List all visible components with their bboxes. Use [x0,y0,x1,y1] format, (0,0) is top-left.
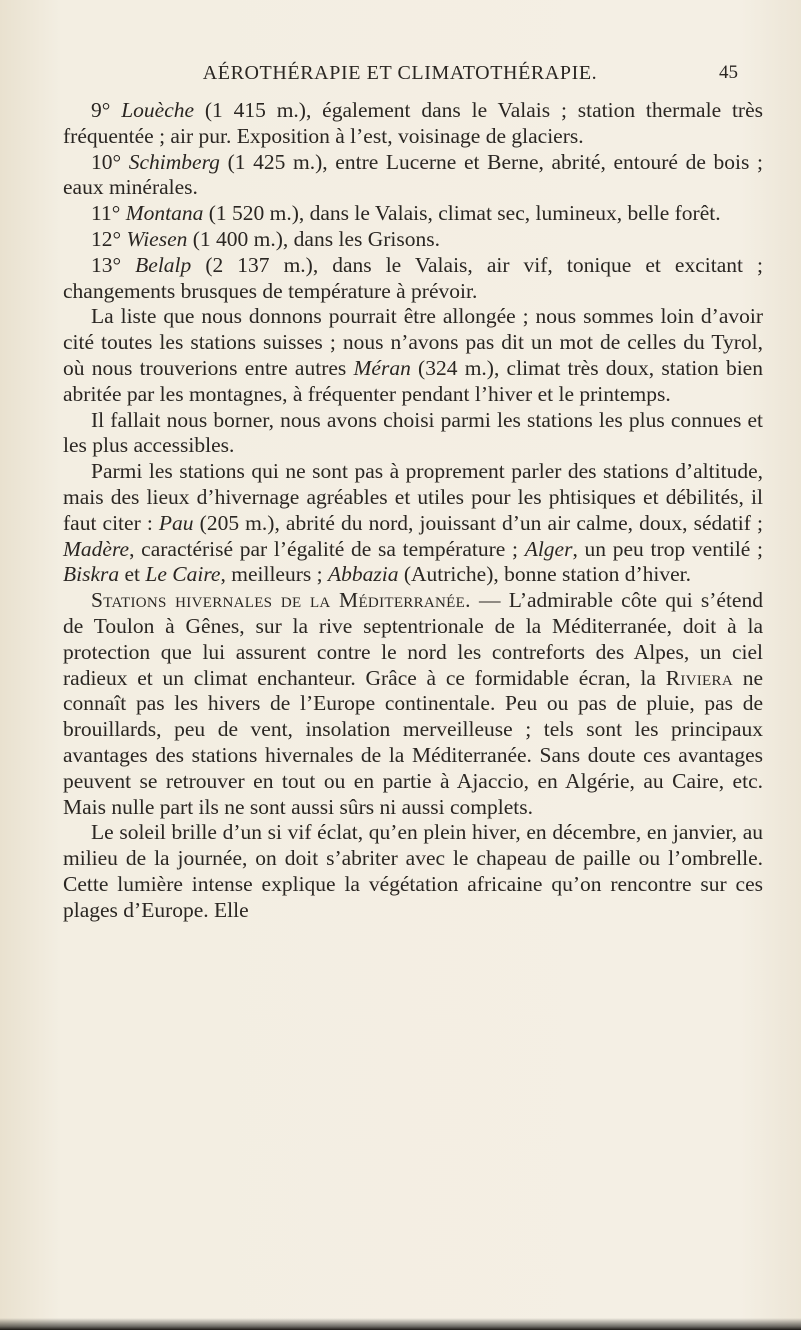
item-number: 9° [91,98,111,122]
station-name: Méran [353,355,411,380]
paragraph-soleil: Le soleil brille d’un si vif éclat, qu’en plein hiver, en décembre, en janvier, au milieu de la journée, on doit s’abriter avec le chapeau de paille ou l’ombrelle. Cette lumière intense explique la végétation africaine qu’on rencontre sur ces plages d’Europe. Elle [63,820,763,922]
paragraph-parmi [63,459,763,588]
text-run: (205 m.), abrité du nord, jouissant d’un air calme, doux, sédatif ; [193,510,763,535]
station-name: Louèche [121,98,195,122]
place-name: Riviera [665,665,733,690]
page-bottom-edge [0,1318,801,1330]
text-run: , meilleurs ; [220,562,328,587]
item-text: (1 520 m.), dans le Valais, climat sec, lumineux, belle forêt. [203,201,721,226]
text-run: — L’admirable côte qui s’étend de Toulon à Gênes, sur la rive septentrionale de la Méditerranée, doit à la protection que lui assurent contre le nord les contreforts des Alpes, un ciel radieux et un climat enchanteur. Grâce à ce formidable écran, la [63,588,763,690]
station-name: Le Caire [145,562,221,587]
station-name: Madère [63,536,130,561]
section-heading: Stations hivernales de la Méditerranée. [91,588,471,613]
text-run: La liste que nous donnons pourrait être allongée ; nous sommes loin d’avoir cité toutes les stations suisses ; nous n’avons pas dit un mot de celles du Tyrol, où nous trouverions entre autres [63,304,763,380]
list-item-montana [63,201,763,227]
station-name: Abbazia [327,562,399,587]
station-name: Schimberg [128,149,220,174]
list-item-wiesen [63,227,763,253]
text-run: Parmi les stations qui ne sont pas à proprement parler des stations d’altitude, mais des lieux d’hivernage agréables et utiles pour les phtisiques et débilités, il faut citer : [63,459,763,535]
paragraph-stations-mediterranee [63,588,763,820]
item-number: 13° [91,252,122,277]
text-run: (324 m.), climat très doux, station bien abritée par les montagnes, à fréquenter pendant l’hiver et le printemps. [63,355,763,406]
item-number: 12° [91,226,122,251]
text-run: et [119,562,146,587]
station-name: Biskra [63,562,120,587]
list-item-belalp [63,253,763,305]
station-name: Alger [524,536,573,561]
item-number: 11° [91,201,121,226]
body-text [63,98,763,924]
text-run: ne connaît pas les hivers de l’Europe continentale. Peu ou pas de pluie, pas de brouillards, peu de vent, insolation merveilleuse ; tels sont les principaux avantages des stations hivernales de la Méditerranée. Sans doute ces avantages peuvent se retrouver en tout ou en partie à Ajaccio, en Algérie, au Caire, etc. Mais nulle part ils ne sont aussi sûrs ni aussi complets. [63,665,763,819]
item-text: (2 137 m.), dans le Valais, air vif, tonique et excitant ; changements brusques de température à prévoir. [63,252,763,303]
paragraph-liste [63,304,763,407]
item-number: 10° [91,149,122,174]
station-name: Belalp [135,252,192,277]
station-name: Montana [125,201,204,226]
paragraph-borner: Il fallait nous borner, nous avons choisi parmi les stations les plus connues et les plus accessibles. [63,407,763,458]
text-run: , un peu trop ventilé ; [572,536,764,561]
item-text: (1 425 m.), entre Lucerne et Berne, abrité, entouré de bois ; eaux minérales. [63,149,763,200]
running-head [0,62,801,92]
page-number: 45 [719,62,738,83]
text-run: (Autriche), bonne station d’hiver. [398,562,692,587]
list-item-louèche [63,98,763,150]
list-item-schimberg [63,150,763,202]
running-title: AÉROTHÉRAPIE ET CLIMATOTHÉRAPIE. [202,62,598,84]
item-text: (1 400 m.), dans les Grisons. [187,226,440,251]
station-name: Pau [158,510,194,535]
text-run: , caractérisé par l’égalité de sa température ; [129,536,525,561]
station-name: Wiesen [126,226,188,251]
item-text: (1 415 m.), également dans le Valais ; station thermale très fréquentée ; air pur. Exposition à l’est, voisinage de glaciers. [63,98,763,148]
